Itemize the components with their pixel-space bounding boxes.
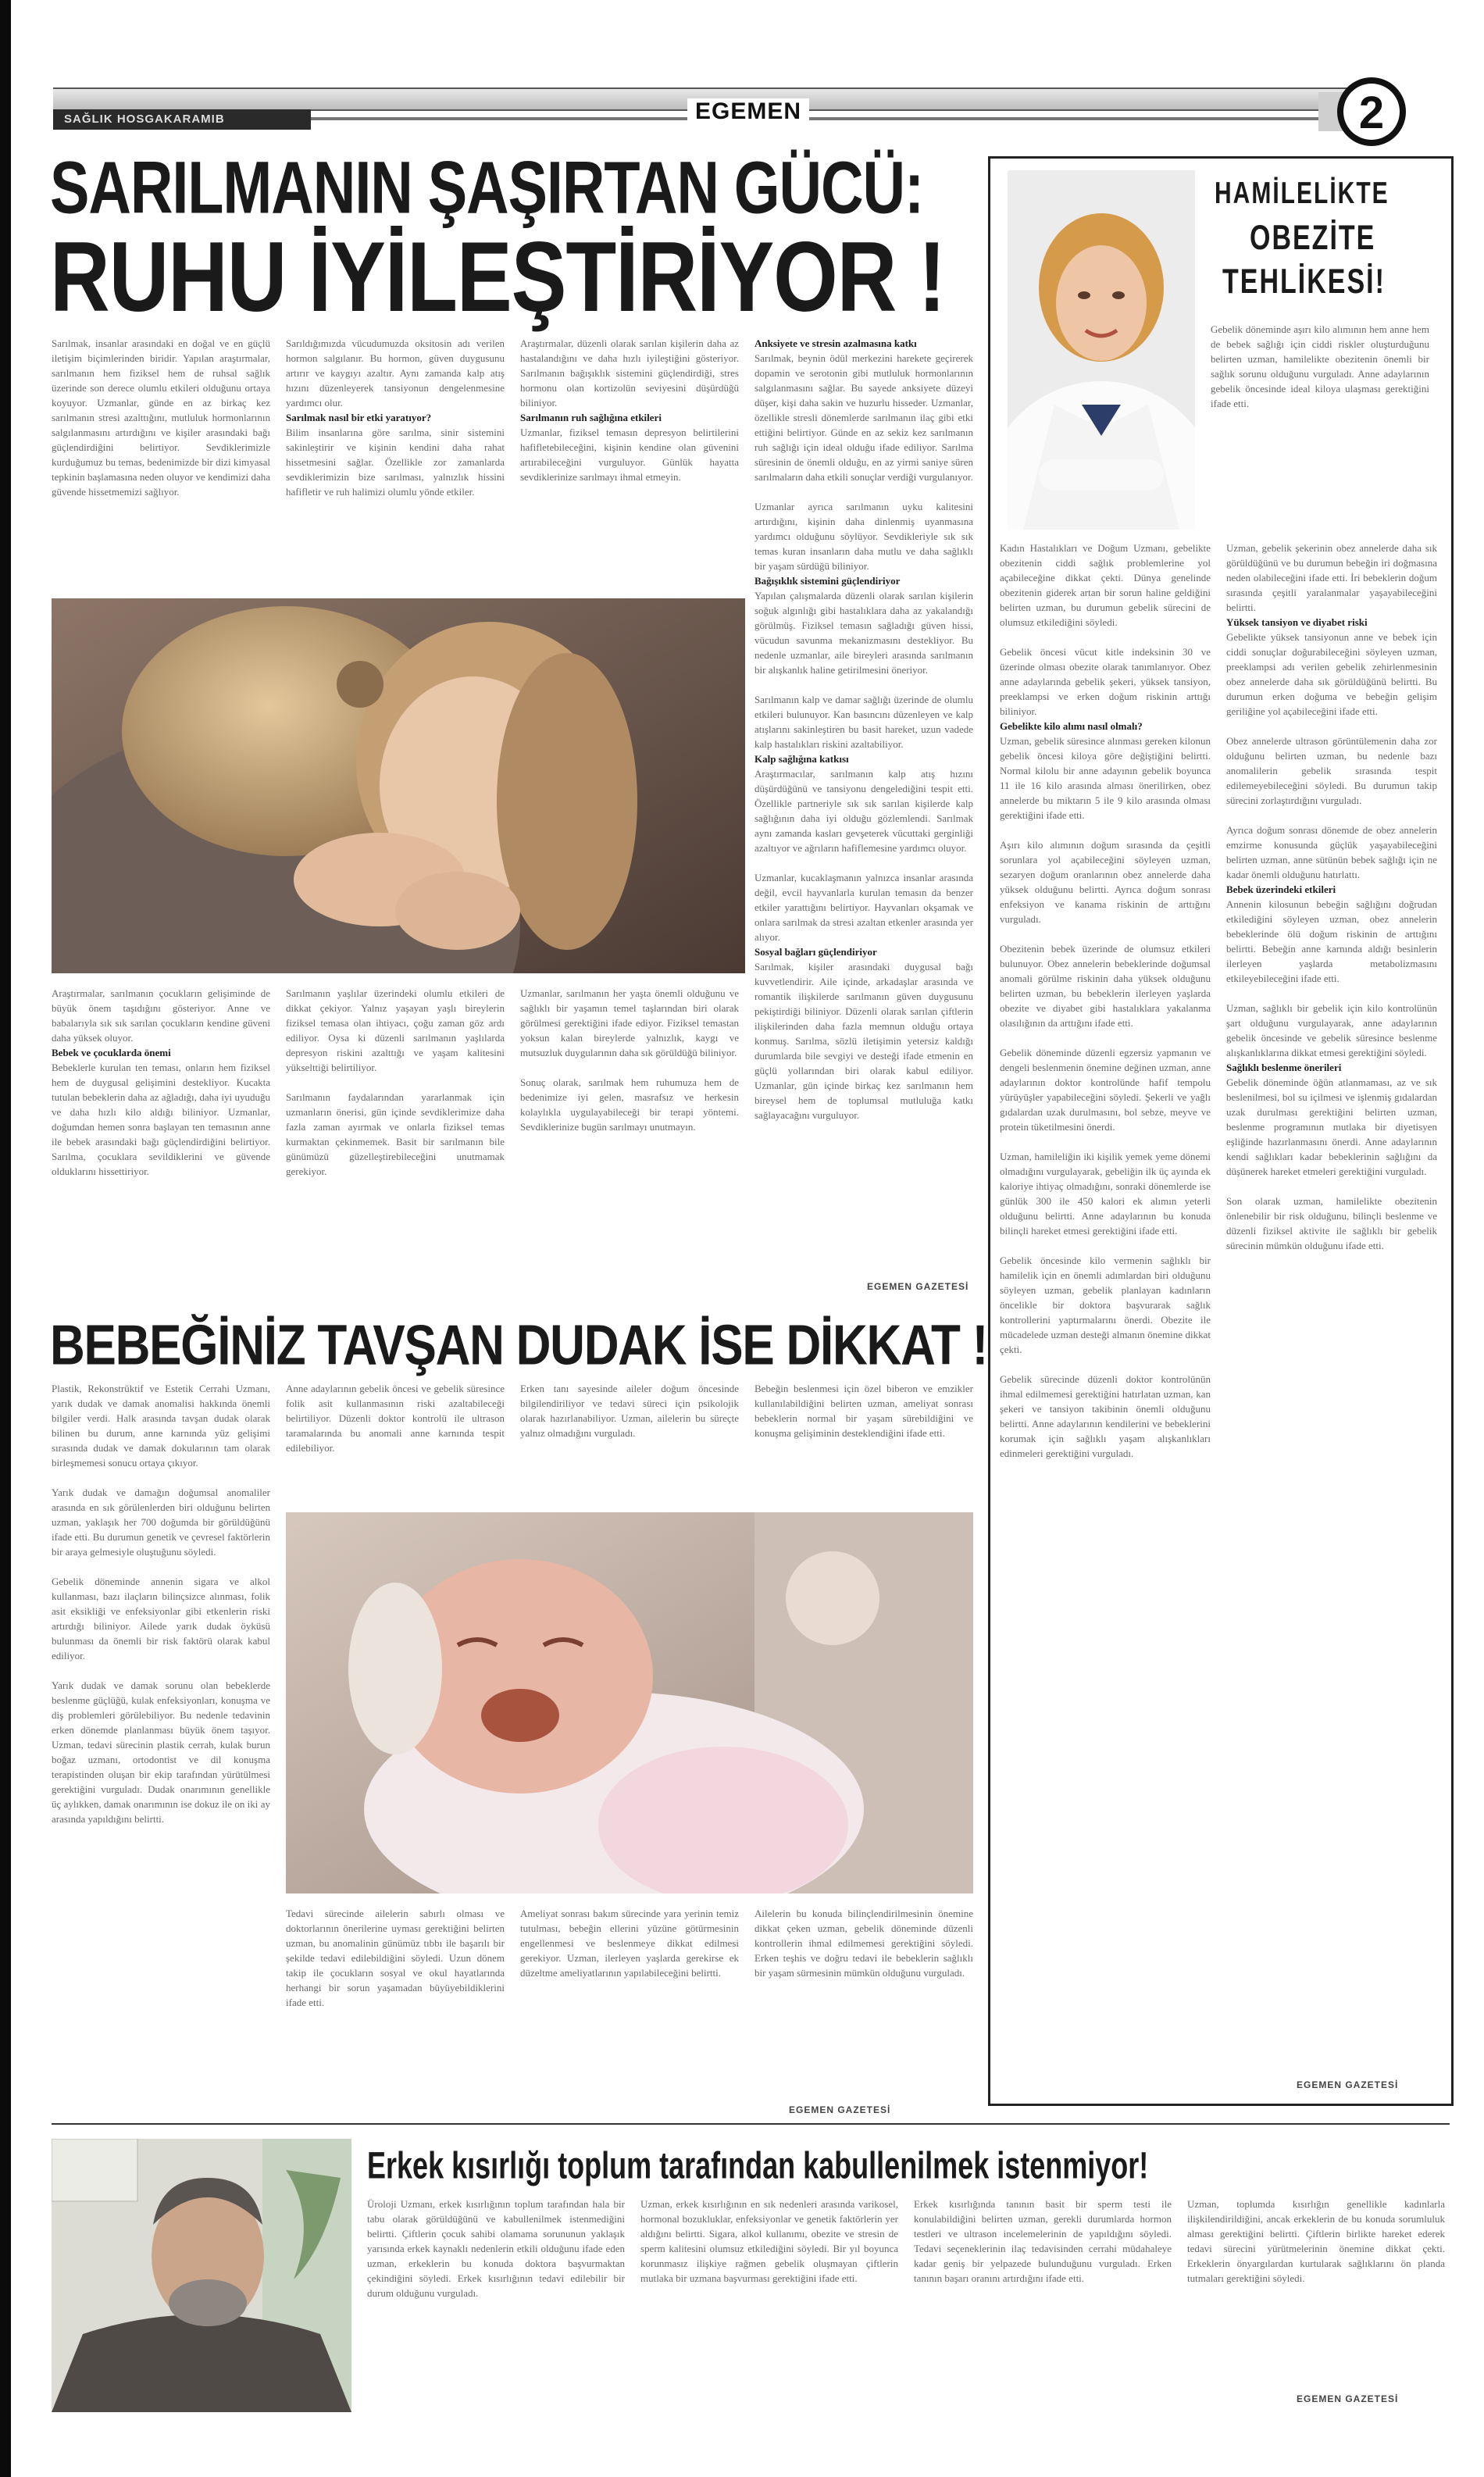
hug-subhead-7: Bebek ve çocuklarda önemi xyxy=(52,1047,171,1058)
hug-photo xyxy=(52,598,745,973)
cleft-text-col-1: Plastik, Rekonstrüktif ve Estetik Cerrahi Uzmanı, yarık dudak ve damak anomalisi hakkında önemli bilgiler verdi. Halk arasında tavşan dudak olarak bilinen bu durum, anne karnında yüz gelişimi sırasında dudak ve damak dokularının tam olarak birleşmemesi sonucu ortaya çıkıyor. Yarık dudak ve damağın doğumsal anomaliler arasında en sık görülenlerden biri olduğunu belirten uzman, yaklaşık her 700 doğumda bir görüldüğünü ifade etti. Bu durumun genetik ve çevresel faktörlerin bir araya gelmesiyle oluştuğunu söyledi. Gebelik döneminde annenin sigara ve alkol kullanması, bazı ilaçların bilinçsizce alınması, folik asit eksikliği ve enfeksiyonlar gibi etkenlerin riski artırdığı biliniyor. Ailede yarık dudak öyküsü bulunması da önemli bir risk faktörü olarak kabul ediliyor. Yarık dudak ve damak sorunu olan bebeklerde beslenme güçlüğü, kulak enfeksiyonları, konuşma ve diş problemleri görülebiliyor. Bu nedenle tedavinin erken dönemde planlanması büyük önem taşıyor. Uzman, tedavi sürecinin plastik cerrah, kulak burun boğaz uzmanı, ortodontist ve dil konuşma terapistinden oluşan bir ekip tarafından yürütülmesi gerektiğini vurguladı. Dudak onarımının genellikle üç aylıkken, damak onarımının ise dokuz ile on iki ay arasında yapıldığını belirtti. xyxy=(52,1383,270,1825)
crying-baby-photo xyxy=(286,1512,973,1893)
male-byline: EGEMEN GAZETESİ xyxy=(1297,2393,1399,2404)
hug-byline: EGEMEN GAZETESİ xyxy=(867,1281,969,1292)
obesity-text-col-1: Kadın Hastalıkları ve Doğum Uzmanı, gebelikte obezitenin ciddi sağlık problemlerine yol açabileceğine dikkat çekti. Dünya genelinde obezitenin giderek artan bir sorun haline geldiğini belirten uzman, bu durumun gebelik sürecini de olumsuz etkilediğini söyledi. Gebelik öncesi vücut kitle indeksinin 30 ve üzerinde olması obezite olarak tanımlanıyor. Obez anne adaylarında gebelik şekeri, yüksek tansiyon, preeklampsi ve erken doğum riskinin arttığı biliniyor. Gebelikte kilo alımı nasıl olmalı? Uzman, gebelik süresince alınması gereken kilonun gebelik öncesi kiloya göre değiştiğini belirtti. Normal kilolu bir anne adayının gebelik boyunca 11 ile 16 kilo arasında alması önerilirken, obez annelerde bu miktarın 5 ile 9 kilo arasında olması gerektiğini ifade etti. Aşırı kilo alımının doğum sırasında da çeşitli sorunlara yol açabileceğini söyleyen uzman, sezaryen doğum oranlarının obez annelerde daha yüksek olduğunu belirtti. Ayrıca doğum sonrası enfeksiyon ve kanama riskinin de arttığını vurguladı. Obezitenin bebek üzerinde de olumsuz etkileri bulunuyor. Obez annelerin bebeklerinde doğumsal anomali görülme riskinin daha yüksek olduğunu belirten uzman, bu bebeklerin ilerleyen yaşlarda obezite ve diyabet gibi hastalıklara yakalanma olasılığının da arttığını ifade etti. Gebelik döneminde düzenli egzersiz yapmanın ve dengeli beslenmenin önemine değinen uzman, anne adaylarının doktor kontrolünde hafif tempolu yürüyüşler yapabileceğini söyledi. Şekerli ve yağlı gıdalardan uzak durulmasını, bol sebze, meyve ve protein tüketilmesini önerdi. Uzman, hamileliğin iki kişilik yemek yeme dönemi olmadığını vurgulayarak, gebeliğin ilk üç ayında ek kaloriye ihtiyaç olmadığını, sonraki dönemlerde ise günlük 300 ile 450 kalori ek alımın yeterli olduğunu belirtti. Anne adaylarının bu konuda bilinçli hareket etmesi gerektiğini ifade etti. Gebelik öncesinde kilo vermenin sağlıklı bir hamilelik için en önemli adımlardan biri olduğunu söyleyen uzman, gebelik planlayan kadınların öncelikle bir doktora başvurarak sağlık kontrollerini yaptırmalarını önerdi. Obezite ile mücadelede uzman desteği almanın önemine dikkat çekti. Gebelik sürecinde düzenli doktor kontrolünün ihmal edilmemesi gerektiğini hatırlatan uzman, kan şekeri ve tansiyon takibinin önemli olduğunu belirtti. Anne adaylarının kendilerini ve bebeklerini korumak için sağlıklı yaşam alışkanlıkları edinmeleri gerektiğini vurguladı. xyxy=(1000,542,1211,1459)
page-number-badge xyxy=(1318,69,1412,155)
page-edge-bar xyxy=(0,0,11,2477)
obesity-subhead-3: Bebek üzerindeki etkileri xyxy=(1226,883,1336,895)
male-text-col-2: Uzman, erkek kısırlığının en sık nedenleri arasında varikosel, hormonal bozukluklar, enfeksiyonlar ve genetik faktörlerin yer aldığını belirtti. Sigara, alkol kullanımı, obezite ve stresin de sperm kalitesini olumsuz etkilediğini söyledi. Bir yıl boyunca korunmasız ilişkiye rağmen gebelik oluşmayan çiftlerin mutlaka bir uzmana başvurması gerektiğini ifade etti. xyxy=(640,2198,898,2284)
hug-subhead-6: Sosyal bağları güçlendiriyor xyxy=(754,946,877,958)
hug-subhead-2: Sarılmanın ruh sağlığına etkileri xyxy=(520,412,662,423)
obesity-subhead-4: Sağlıklı beslenme önerileri xyxy=(1226,1062,1342,1073)
obesity-headline-line2: OBEZİTE xyxy=(1250,219,1376,258)
cleft-text-col-2: Anne adaylarının gebelik öncesi ve gebelik süresince folik asit kullanmasının riski azaltabileceği belirtiliyor. Düzenli doktor kontrolü ile ultrason taramalarında bu anomali anne karnında tespit edilebiliyor. xyxy=(286,1383,505,1454)
male-text-col-1: Üroloji Uzmanı, erkek kısırlığının toplum tarafından hala bir tabu olarak görüldüğünü ve kabullenilmek istenmediğini belirtti. Çiftlerin çocuk sahibi olamama sorununun yaklaşık yarısında erkek kaynaklı nedenlerin etkili olduğunu ifade eden uzman, erkeklerin bu konuda doktora başvurmaktan çekindiğini söyledi. Erkek kısırlığının tedavi edilebilir bir durum olduğunu vurguladı. xyxy=(367,2198,625,2299)
obesity-subhead-2: Yüksek tansiyon ve diyabet riski xyxy=(1226,616,1368,628)
hug-text-col-1: Sarılmak, insanlar arasındaki en doğal ve en güçlü iletişim biçimlerinden biridir. Yapılan araştırmalar, sarılmanın hem fiziksel hem de ruhsal sağlık üzerinde son derece olumlu etkileri olduğunu ortaya koyuyor. Uzmanlar, günde en az birkaç kez sarılmanın stresi azalttığını, mutluluk hormonlarının salgılanmasını artırdığını ve kişiler arasındaki bağı güçlendirdiğini belirtiyor. Sevdiklerimizle kurduğumuz bu temas, bedenimizde bir dizi kimyasal tepkinin başlamasına neden oluyor ve kendimizi daha güvende hissetmemizi sağlıyor. xyxy=(52,337,270,498)
hug-text-col-2b: Sarılmanın yaşlılar üzerindeki olumlu etkileri de dikkat çekiyor. Yalnız yaşayan yaşlı bireylerin fiziksel temasa olan ihtiyacı, çoğu zaman göz ardı ediliyor. Oysa ki düzenli sarılmanın yaşlılarda depresyon riskini azalttığı ve yaşam kalitesini yükselttiği belirtiliyor. Sarılmanın faydalarından yararlanmak için uzmanların önerisi, gün içinde sevdiklerimize daha fazla zaman ayırmak ve onlarla fiziksel temas kurmaktan çekinmemek. Basit bir sarılmanın bile günümüzü güzelleştirebileceğini unutmamak gerekiyor. xyxy=(286,987,505,1177)
male-doctor-photo xyxy=(52,2139,351,2412)
obesity-headline-line1: HAMİLELİKTE xyxy=(1215,177,1389,210)
section-tab xyxy=(53,109,311,130)
hug-text-col-2: Sarıldığımızda vücudumuzda oksitosin adı verilen hormon salgılanır. Bu hormon, güven duygusunu artırır ve kaygıyı azaltır. Aynı zamanda kalp atış hızını düzenleyerek tansiyonun dengelenmesine yardımcı olur. Sarılmak nasıl bir etki yaratıyor? Bilim insanlarına göre sarılma, sinir sistemini sakinleştirir ve kişinin kendini daha rahat hissetmesini sağlar. Özellikle zor zamanlarda sevdiklerimizin bize sarılması, yalnızlık hissini hafifletir ve ruh halimizi olumlu yönde etkiler. xyxy=(286,337,505,498)
page-number: 2 xyxy=(1358,87,1385,138)
section-tab-label: SAĞLIK HOSGAKARAMIB xyxy=(64,112,225,126)
hug-text-col-4: Anksiyete ve stresin azalmasına katkı Sarılmak, beynin ödül merkezini harekete geçirerek dopamin ve serotonin gibi mutluluk hormonlarının salgılanmasını sağlar. Bu sayede anksiyete düzeyi düşer, kişi daha sakin ve huzurlu hisseder. Uzmanlar, özellikle stresli dönemlerde sarılmanın ilaç gibi etki ettiğini belirtiyor. Günde en az sekiz kez sarılmanın ruh sağlığı için ideal olduğu ifade ediliyor. Sarılma süresinin de önemli olduğu, en az yirmi saniye süren sarılmaların daha etkili sonuçlar verdiği vurgulanıyor. Uzmanlar ayrıca sarılmanın uyku kalitesini artırdığını, kişinin daha dinlenmiş uyanmasına yardımcı olduğunu söylüyor. Sevdikleriyle sık sık temas kuran insanların daha mutlu ve daha sağlıklı bir yaşam sürdüğü biliniyor. Bağışıklık sistemini güçlendiriyor Yapılan çalışmalarda düzenli olarak sarılan kişilerin soğuk algınlığı gibi hastalıklara daha az yakalandığı görülmüş. Fiziksel temasın sağladığı güven hissi, vücudun savunma mekanizmasını destekliyor. Bu nedenle uzmanlar, aile bireyleri arasında sarılmanın bir alışkanlık haline getirilmesini öneriyor. Sarılmanın kalp ve damar sağlığı üzerinde de olumlu etkileri bulunuyor. Kan basıncını düzenleyen ve kalp atışlarını sakinleştiren bu basit hareket, uzun vadede kalp hastalıkları riskini azaltabiliyor. Kalp sağlığına katkısı Araştırmacılar, sarılmanın kalp atış hızını düşürdüğünü ve tansiyonu dengelediğini tespit etti. Özellikle partneriyle sık sık sarılan kişilerde kalp sağlığının daha iyi olduğu gözlemlendi. Sarılmak aynı zamanda kasları gevşeterek vücuttaki gerginliği azaltıyor ve ağrıların hafiflemesine yardımcı oluyor. Uzmanlar, kucaklaşmanın yalnızca insanlar arasında değil, evcil hayvanlarla kurulan temasın da benzer etkiler yarattığını belirtiyor. Hayvanları okşamak ve onlara sarılmak da stresi azaltan etkenler arasında yer alıyor. Sosyal bağları güçlendiriyor Sarılmak, kişiler arasındaki duygusal bağı kuvvetlendirir. Aile içinde, arkadaşlar arasında ve romantik ilişkilerde sarılmanın güven duygusunu pekiştirdiği biliniyor. Düzenli olarak sarılan çiftlerin ilişkilerinden daha fazla memnun olduğu ortaya konmuş. Sarılma, sözlü iletişimin yetersiz kaldığı durumlarda bile sevgiyi ve desteği ifade etmenin en güçlü yollarından biri olarak kabul ediliyor. Uzmanlar, gün içinde birkaç kez sarılmanın hem bireysel hem de toplumsal mutluluğa katkı sağlayacağını vurguluyor. xyxy=(754,337,973,1121)
cleft-text-col-3: Erken tanı sayesinde aileler doğum öncesinde bilgilendiriliyor ve tedavi süreci için psikolojik olarak hazırlanabiliyor. Uzman, ailelerin bu süreçte yalnız olmadığını vurguladı. xyxy=(520,1383,739,1439)
bottom-article-rule xyxy=(52,2123,1450,2125)
hug-headline-line2: RUHU İYİLEŞTİRİYOR ! xyxy=(50,221,945,333)
obesity-headline-line3: TEHLİKESİ! xyxy=(1222,262,1386,302)
cleft-headline: BEBEĞİNİZ TAVŞAN DUDAK İSE DİKKAT ! xyxy=(50,1313,988,1377)
hug-subhead-3: Anksiyete ve stresin azalmasına katkı xyxy=(754,337,917,349)
obesity-byline: EGEMEN GAZETESİ xyxy=(1297,2079,1399,2090)
hug-subhead-4: Bağışıklık sistemini güçlendiriyor xyxy=(754,575,901,587)
cleft-text-col-4b: Ailelerin bu konuda bilinçlendirilmesinin önemine dikkat çeken uzman, gebelik döneminde düzenli kontrollerin ihmal edilmemesi gerektiğini söyledi. Erken teşhis ve doğru tedavi ile bebeklerin sağlıklı bir yaşam sürmesinin mümkün olduğunu vurguladı. xyxy=(754,1908,973,1979)
male-text-col-3: Erkek kısırlığında tanının basit bir sperm testi ile konulabildiğini belirten uzman, gerekli durumlarda hormon testleri ve ultrason incelemelerinin de yapıldığını söyledi. Tedavi seçeneklerinin ilaç tedavisinden cerrahi müdahaleye kadar geniş bir yelpazede bulunduğunu vurguladı. Erken tanının başarı oranını artırdığını ifade etti. xyxy=(914,2198,1172,2284)
obesity-intro-text: Gebelik döneminde aşırı kilo alımının hem anne hem de bebek sağlığı için ciddi riskler oluşturduğunu belirten uzman, hamilelikte obezitenin önemli bir sağlık sorunu olduğunu vurguladı. Anne adaylarının gebelik öncesinde ideal kiloya ulaşması gerektiğini ifade etti. xyxy=(1211,323,1429,409)
newspaper-name: EGEMEN xyxy=(687,98,809,125)
hug-headline-line1: SARILMANIN ŞAŞIRTAN GÜCÜ: xyxy=(50,146,924,229)
header-rule xyxy=(311,117,1373,120)
hug-subhead-5: Kalp sağlığına katkısı xyxy=(754,753,849,765)
cleft-text-col-4: Bebeğin beslenmesi için özel biberon ve emzikler kullanılabildiğini belirten uzman, ameliyat sonrası bebeklerin normal bir yaşam sürebildiğini ve konuşma gelişiminin desteklendiğini ifade etti. xyxy=(754,1383,973,1439)
cleft-text-col-3b: Ameliyat sonrası bakım sürecinde yara yerinin temiz tutulması, bebeğin ellerini yüzüne götürmesinin engellenmesi ve beslenmeye dikkat edilmesi gerekiyor. Uzman, ilerleyen yaşlarda gerekirse ek düzeltme ameliyatlarının yapılabileceğini belirtti. xyxy=(520,1908,739,1979)
hug-text-col-1b: Araştırmalar, sarılmanın çocukların gelişiminde de büyük önem taşıdığını gösteriyor. Anne ve babalarıyla sık sık sarılan çocukların kendine güveni daha yüksek oluyor. Bebek ve çocuklarda önemi Bebeklerle kurulan ten teması, onların hem fiziksel hem de duygusal gelişimini destekliyor. Kucakta tutulan bebeklerin daha az ağladığı, daha iyi uyuduğu ve daha hızlı kilo aldığı biliniyor. Uzmanlar, doğumdan hemen sonra başlayan ten temasının anne ile bebek arasındaki bağı güçlendirdiğini belirtiyor. Sarılma, çocuklara sevildiklerini ve güvende olduklarını hissettiriyor. xyxy=(52,987,270,1177)
hug-subhead-1: Sarılmak nasıl bir etki yaratıyor? xyxy=(286,412,432,423)
obesity-text-col-2: Uzman, gebelik şekerinin obez annelerde daha sık görüldüğünü ve bu durumun bebeğin iri doğmasına neden olabileceğini ifade etti. İri bebeklerin doğum sırasında çeşitli yaralanmalar yaşayabileceğini belirtti. Yüksek tansiyon ve diyabet riski Gebelikte yüksek tansiyonun anne ve bebek için ciddi sonuçlar doğurabileceğini söyleyen uzman, preeklampsi adı verilen gebelik zehirlenmesinin obez annelerde daha sık görüldüğünü belirtti. Bu durumun erken doğuma ve bebeğin gelişim geriliğine yol açabileceğini ifade etti. Obez annelerde ultrason görüntülemenin daha zor olduğunu belirten uzman, bu nedenle bazı anomalilerin gebelik sırasında tespit edilemeyebileceğini söyledi. Bu durumun takip sürecini zorlaştırdığını vurguladı. Ayrıca doğum sonrası dönemde de obez annelerin emzirme konusunda güçlük yaşayabileceğini belirten uzman, anne sütünün bebek sağlığı için ne kadar önemli olduğunu hatırlattı. Bebek üzerindeki etkileri Annenin kilosunun bebeğin sağlığını doğrudan etkilediğini söyleyen uzman, obez annelerin bebeklerinde ölü doğum riskinin de arttığını belirtti. Bebeğin anne karnında aldığı besinlerin ilerleyen yaşlarda metabolizmasını etkileyebileceğini ifade etti. Uzman, sağlıklı bir gebelik için kilo kontrolünün şart olduğunu vurgulayarak, anne adaylarının gebelik öncesinde ve gebelik süresince beslenme alışkanlıklarına dikkat etmesi gerektiğini söyledi. Sağlıklı beslenme önerileri Gebelik döneminde öğün atlanmaması, az ve sık beslenilmesi, bol su içilmesi ve işlenmiş gıdalardan uzak durulması gerektiğini belirten uzman, beslenme programının mutlaka bir diyetisyen eşliğinde hazırlanmasını önerdi. Anne adaylarının kendi sağlıkları kadar bebeklerinin sağlığını da düşünerek hareket etmeleri gerektiğini vurguladı. Son olarak uzman, hamilelikte obezitenin önlenebilir bir risk olduğunu, bilinçli beslenme ve düzenli fiziksel aktivite ile sağlıklı bir gebelik sürecinin mümkün olduğunu ifade etti. xyxy=(1226,542,1437,1251)
male-text-col-4: Uzman, toplumda kısırlığın genellikle kadınlarla ilişkilendirildiğini, ancak erkeklerin de bu konuda sorumluluk alması gerektiğini belirtti. Çiftlerin birlikte hareket ederek tedavi sürecini yürütmelerinin önemine dikkat çekti. Erkeklerin önyargılardan kurtularak sağlıklarını ön planda tutmaları gerektiğini söyledi. xyxy=(1187,2198,1445,2284)
doctor-portrait-photo xyxy=(1008,170,1195,530)
cleft-byline: EGEMEN GAZETESİ xyxy=(789,2104,891,2115)
obesity-subhead-1: Gebelikte kilo alımı nasıl olmalı? xyxy=(1000,720,1143,732)
hug-text-col-3: Araştırmalar, düzenli olarak sarılan kişilerin daha az hastalandığını ve daha hızlı iyileştiğini gösteriyor. Sarılmanın bağışıklık sistemini güçlendirdiği, stres hormonu olan kortizolün seviyesini düşürdüğü biliniyor. Sarılmanın ruh sağlığına etkileri Uzmanlar, fiziksel temasın depresyon belirtilerini hafifletebileceğini, kişinin kendine olan güvenini artırabileceğini vurguluyor. Günlük hayatta sevdiklerinize sarılmayı ihmal etmeyin. xyxy=(520,337,739,483)
male-headline: Erkek kısırlığı toplum tarafından kabullenilmek istenmiyor! xyxy=(367,2143,1149,2187)
cleft-text-col-2b: Tedavi sürecinde ailelerin sabırlı olması ve doktorlarının önerilerine uyması gerektiğini belirten uzman, bu anomalinin günümüz tıbbı ile başarılı bir şekilde tedavi edilebildiğini söyledi. Uzun dönem takip ile çocukların sosyal ve okul hayatlarında herhangi bir sorun yaşamadan büyüyebildiklerini ifade etti. xyxy=(286,1908,505,2008)
hug-text-col-3b: Uzmanlar, sarılmanın her yaşta önemli olduğunu ve sağlıklı bir yaşamın temel taşlarından biri olarak görülmesi gerektiğini ifade ediyor. Fiziksel temastan yoksun kalan bireylerde yalnızlık, kaygı ve mutsuzluk duygularının daha sık görüldüğü biliniyor. Sonuç olarak, sarılmak hem ruhumuza hem de bedenimize iyi gelen, masrafsız ve herkesin kolaylıkla uygulayabileceği bir terapi yöntemi. Sevdiklerinize bugün sarılmayı unutmayın. xyxy=(520,987,739,1133)
